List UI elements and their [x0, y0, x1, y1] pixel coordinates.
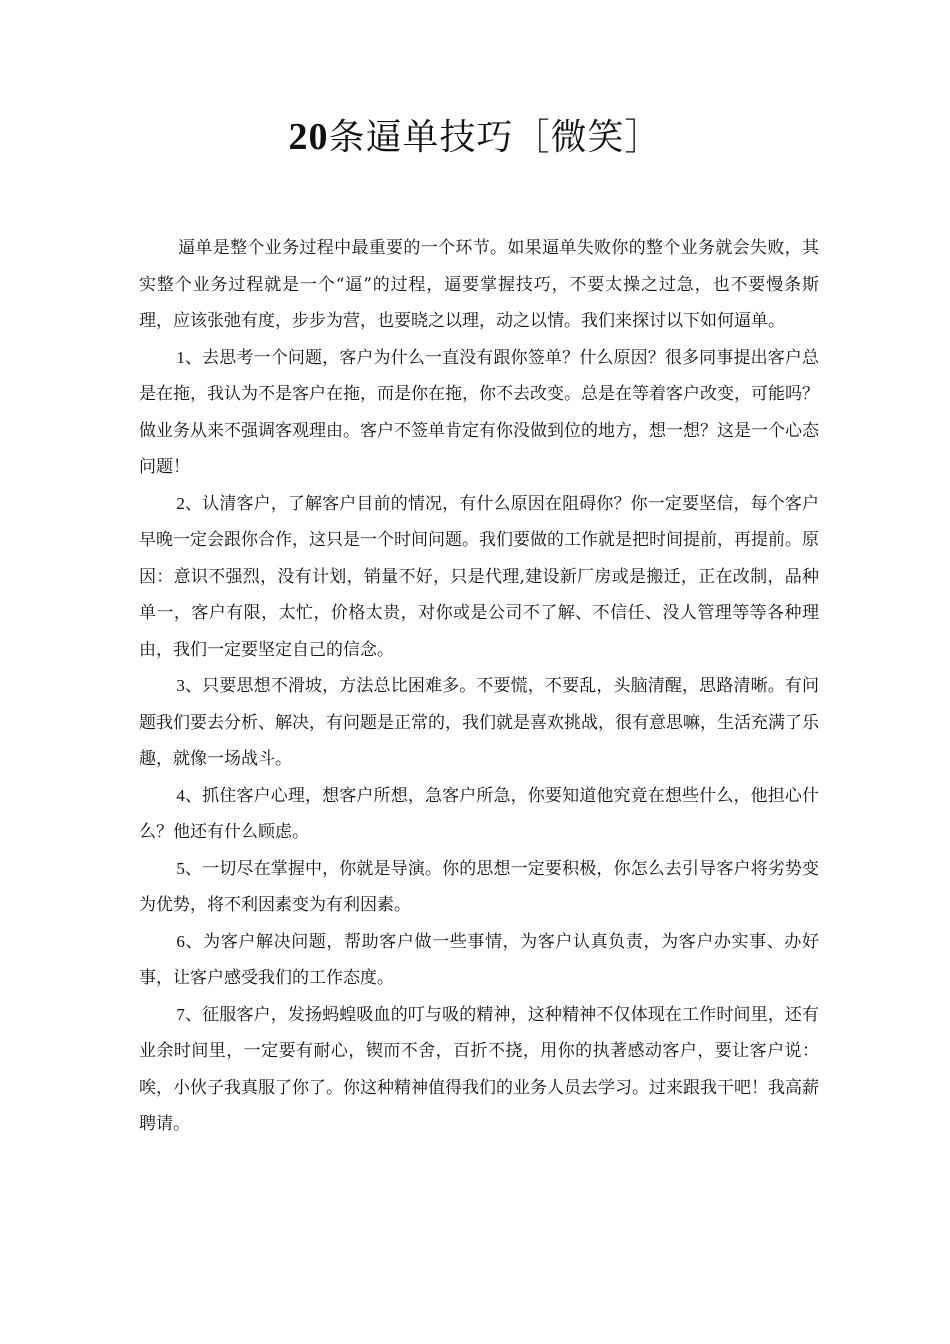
tip-text: 去思考一个问题，客户为什么一直没有跟你签单？什么原因？很多同事提出客户总是在拖，我认为不是客户在拖，而是你在拖，你不去改变。总是在等着客户改变，可能吗？做业务从来不强调客观理由。客户不签单肯定有你没做到位的地方，想一想？这是一个心态问题！: [139, 347, 820, 477]
tip-paragraph-4: [139, 778, 819, 851]
tip-number: 5、: [176, 858, 203, 878]
tip-number: 6、: [176, 931, 204, 951]
tip-number: 4、: [176, 785, 203, 805]
tip-text: 征服客户，发扬蚂蝗吸血的叮与吸的精神，这种精神不仅体现在工作时间里，还有业余时间里，一定要有耐心，锲而不舍，百折不挠，用你的执著感动客户，要让客户说：唉，小伙子我真服了你了。你这种精神值得我们的业务人员去学习。过来跟我干吧！我高薪聘请。: [139, 1004, 820, 1134]
tip-number: 7、: [176, 1004, 203, 1024]
tip-text: 抓住客户心理，想客户所想，急客户所急，你要知道他究竟在想些什么，他担心什么？他还有什么顾虑。: [139, 785, 820, 842]
tip-paragraph-1: [139, 340, 819, 486]
tip-text: 认清客户，了解客户目前的情况，有什么原因在阻碍你？你一定要坚信，每个客户早晚一定会跟你合作，这只是一个时间问题。我们要做的工作就是把时间提前，再提前。原因：意识不强烈，没有计划，销量不好，只是代理,建设新厂房或是搬迁，正在改制，品种单一，客户有限，太忙，价格太贵，对你或是公司不了解、不信任、没人管理等等各种理由，我们一定要坚定自己的信念。: [139, 493, 820, 660]
tip-paragraph-6: [139, 924, 819, 997]
tip-paragraph-7: [139, 997, 819, 1143]
title-text: 条逼单技巧［微笑］: [328, 117, 662, 158]
tip-text: 只要思想不滑坡，方法总比困难多。不要慌，不要乱，头脑清醒，思路清晰。有问题我们要去分析、解决，有问题是正常的，我们就是喜欢挑战，很有意思嘛，生活充满了乐趣，就像一场战斗。: [139, 676, 820, 769]
tip-paragraph-3: [139, 668, 819, 778]
document-title: [0, 112, 950, 163]
tip-paragraph-5: [139, 851, 819, 924]
document-body: [139, 230, 819, 1143]
tip-number: 1、: [176, 347, 203, 367]
tip-number: 2、: [176, 493, 203, 513]
intro-paragraph: 逼单是整个业务过程中最重要的一个环节。如果逼单失败你的整个业务就会失败，其实整个业务过程就是一个“逼”的过程，逼要掌握技巧，不要太操之过急，也不要慢条斯理，应该张弛有度，步步为营，也要晓之以理，动之以情。我们来探讨以下如何逼单。: [139, 238, 819, 331]
tip-number: 3、: [176, 676, 203, 695]
tip-paragraph-2: [139, 486, 819, 669]
tip-text: 一切尽在掌握中，你就是导演。你的思想一定要积极，你怎么去引导客户将劣势变为优势，将不利因素变为有利因素。: [139, 858, 820, 915]
tip-text: 为客户解决问题，帮助客户做一些事情，为客户认真负责，为客户办实事、办好事，让客户感受我们的工作态度。: [139, 931, 820, 988]
title-number: 20: [288, 116, 329, 158]
